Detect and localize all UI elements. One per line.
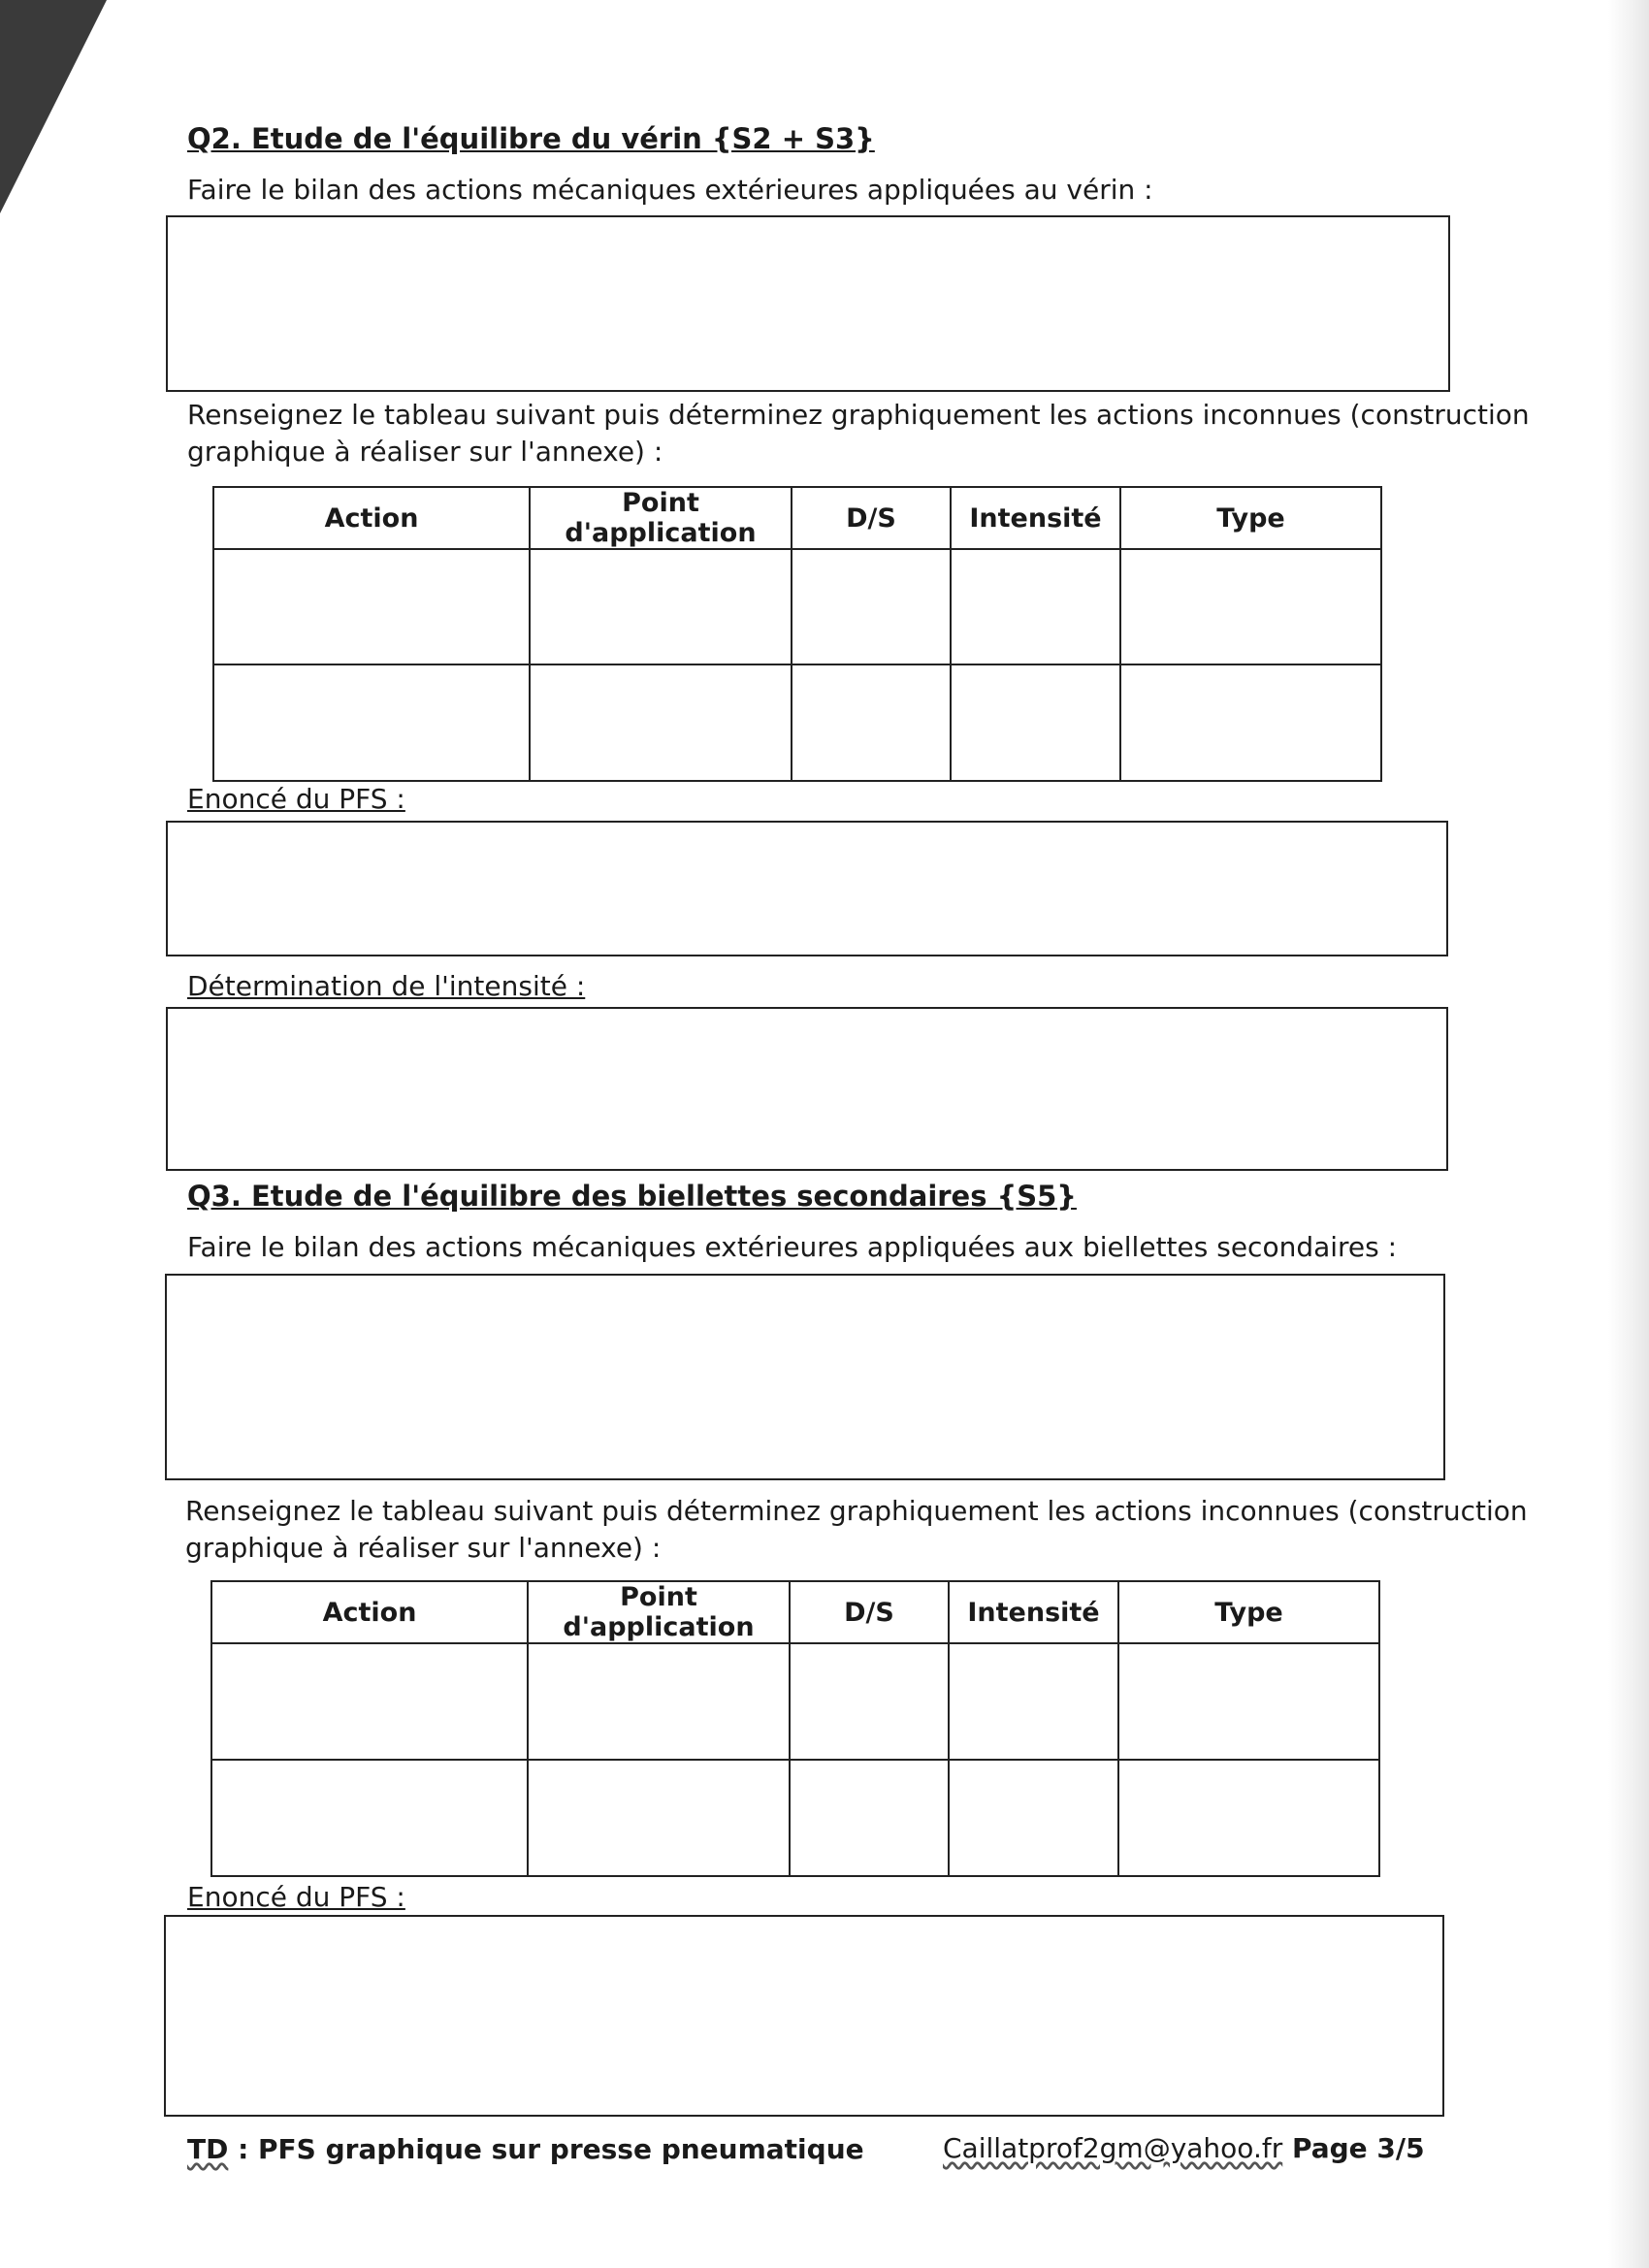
q2-table-prompt-line1: Renseignez le tableau suivant puis déterminez graphiquement les actions inconnues (construction: [187, 399, 1530, 431]
table-cell[interactable]: [951, 549, 1120, 664]
q2-heading: Q2. Etude de l'équilibre du vérin {S2 + S3}: [187, 122, 875, 155]
col-header-action: Action: [213, 487, 530, 549]
table-cell[interactable]: [792, 549, 951, 664]
footer-contact: [943, 2132, 1425, 2164]
q3-bilan-answer-box[interactable]: [165, 1274, 1445, 1480]
table-cell[interactable]: [1120, 549, 1381, 664]
q3-actions-table: [210, 1580, 1380, 1877]
q3-table-prompt-line2: graphique à réaliser sur l'annexe) :: [185, 1532, 662, 1564]
table-cell[interactable]: [949, 1643, 1118, 1760]
q3-pfs-label: Enoncé du PFS :: [187, 1881, 405, 1913]
q2-intensite-answer-box[interactable]: [166, 1007, 1448, 1171]
q2-bilan-prompt: Faire le bilan des actions mécaniques extérieures appliquées au vérin :: [187, 174, 1153, 206]
table-cell[interactable]: [951, 664, 1120, 781]
table-header-row: [213, 487, 1381, 549]
col-header-type: Type: [1120, 487, 1381, 549]
footer-email: Caillatprof2gm@yahoo.fr: [943, 2132, 1283, 2164]
q3-table-prompt-line1: Renseignez le tableau suivant puis déterminez graphiquement les actions inconnues (construction: [185, 1495, 1528, 1527]
footer-page-number: Page 3/5: [1282, 2132, 1425, 2164]
table-row: [211, 1643, 1379, 1760]
table-row: [213, 549, 1381, 664]
scan-shadow-corner: [0, 0, 107, 213]
table-cell[interactable]: [792, 664, 951, 781]
table-row: [211, 1760, 1379, 1876]
table-cell[interactable]: [213, 664, 530, 781]
col-header-action: Action: [211, 1581, 528, 1643]
table-header-row: [211, 1581, 1379, 1643]
col-header-type: Type: [1118, 1581, 1379, 1643]
q2-intensite-label: Détermination de l'intensité :: [187, 970, 586, 1002]
table-cell[interactable]: [949, 1760, 1118, 1876]
table-cell[interactable]: [1118, 1643, 1379, 1760]
table-cell[interactable]: [530, 664, 792, 781]
table-cell[interactable]: [1118, 1760, 1379, 1876]
table-cell[interactable]: [211, 1643, 528, 1760]
table-row: [213, 664, 1381, 781]
q3-pfs-answer-box[interactable]: [164, 1915, 1444, 2117]
scan-shadow-edge: [1608, 0, 1649, 2268]
footer-title: [187, 2133, 864, 2165]
table-cell[interactable]: [211, 1760, 528, 1876]
table-cell[interactable]: [528, 1760, 790, 1876]
footer-td-label: TD: [187, 2133, 229, 2165]
table-cell[interactable]: [1120, 664, 1381, 781]
q2-pfs-answer-box[interactable]: [166, 821, 1448, 956]
col-header-intensite: Intensité: [951, 487, 1120, 549]
table-cell[interactable]: [213, 549, 530, 664]
q2-bilan-answer-box[interactable]: [166, 215, 1450, 392]
col-header-ds: D/S: [792, 487, 951, 549]
q3-heading: Q3. Etude de l'équilibre des biellettes secondaires {S5}: [187, 1180, 1077, 1213]
q2-pfs-label: Enoncé du PFS :: [187, 783, 405, 815]
col-header-ds: D/S: [790, 1581, 949, 1643]
col-header-point: Point d'application: [530, 487, 792, 549]
table-cell[interactable]: [790, 1760, 949, 1876]
col-header-intensite: Intensité: [949, 1581, 1118, 1643]
footer-title-text: : PFS graphique sur presse pneumatique: [228, 2133, 864, 2165]
col-header-point: Point d'application: [528, 1581, 790, 1643]
table-cell[interactable]: [528, 1643, 790, 1760]
table-cell[interactable]: [790, 1643, 949, 1760]
table-cell[interactable]: [530, 549, 792, 664]
q3-bilan-prompt: Faire le bilan des actions mécaniques extérieures appliquées aux biellettes secondaires :: [187, 1231, 1398, 1263]
q2-table-prompt-line2: graphique à réaliser sur l'annexe) :: [187, 436, 663, 468]
q2-actions-table: [212, 486, 1382, 782]
